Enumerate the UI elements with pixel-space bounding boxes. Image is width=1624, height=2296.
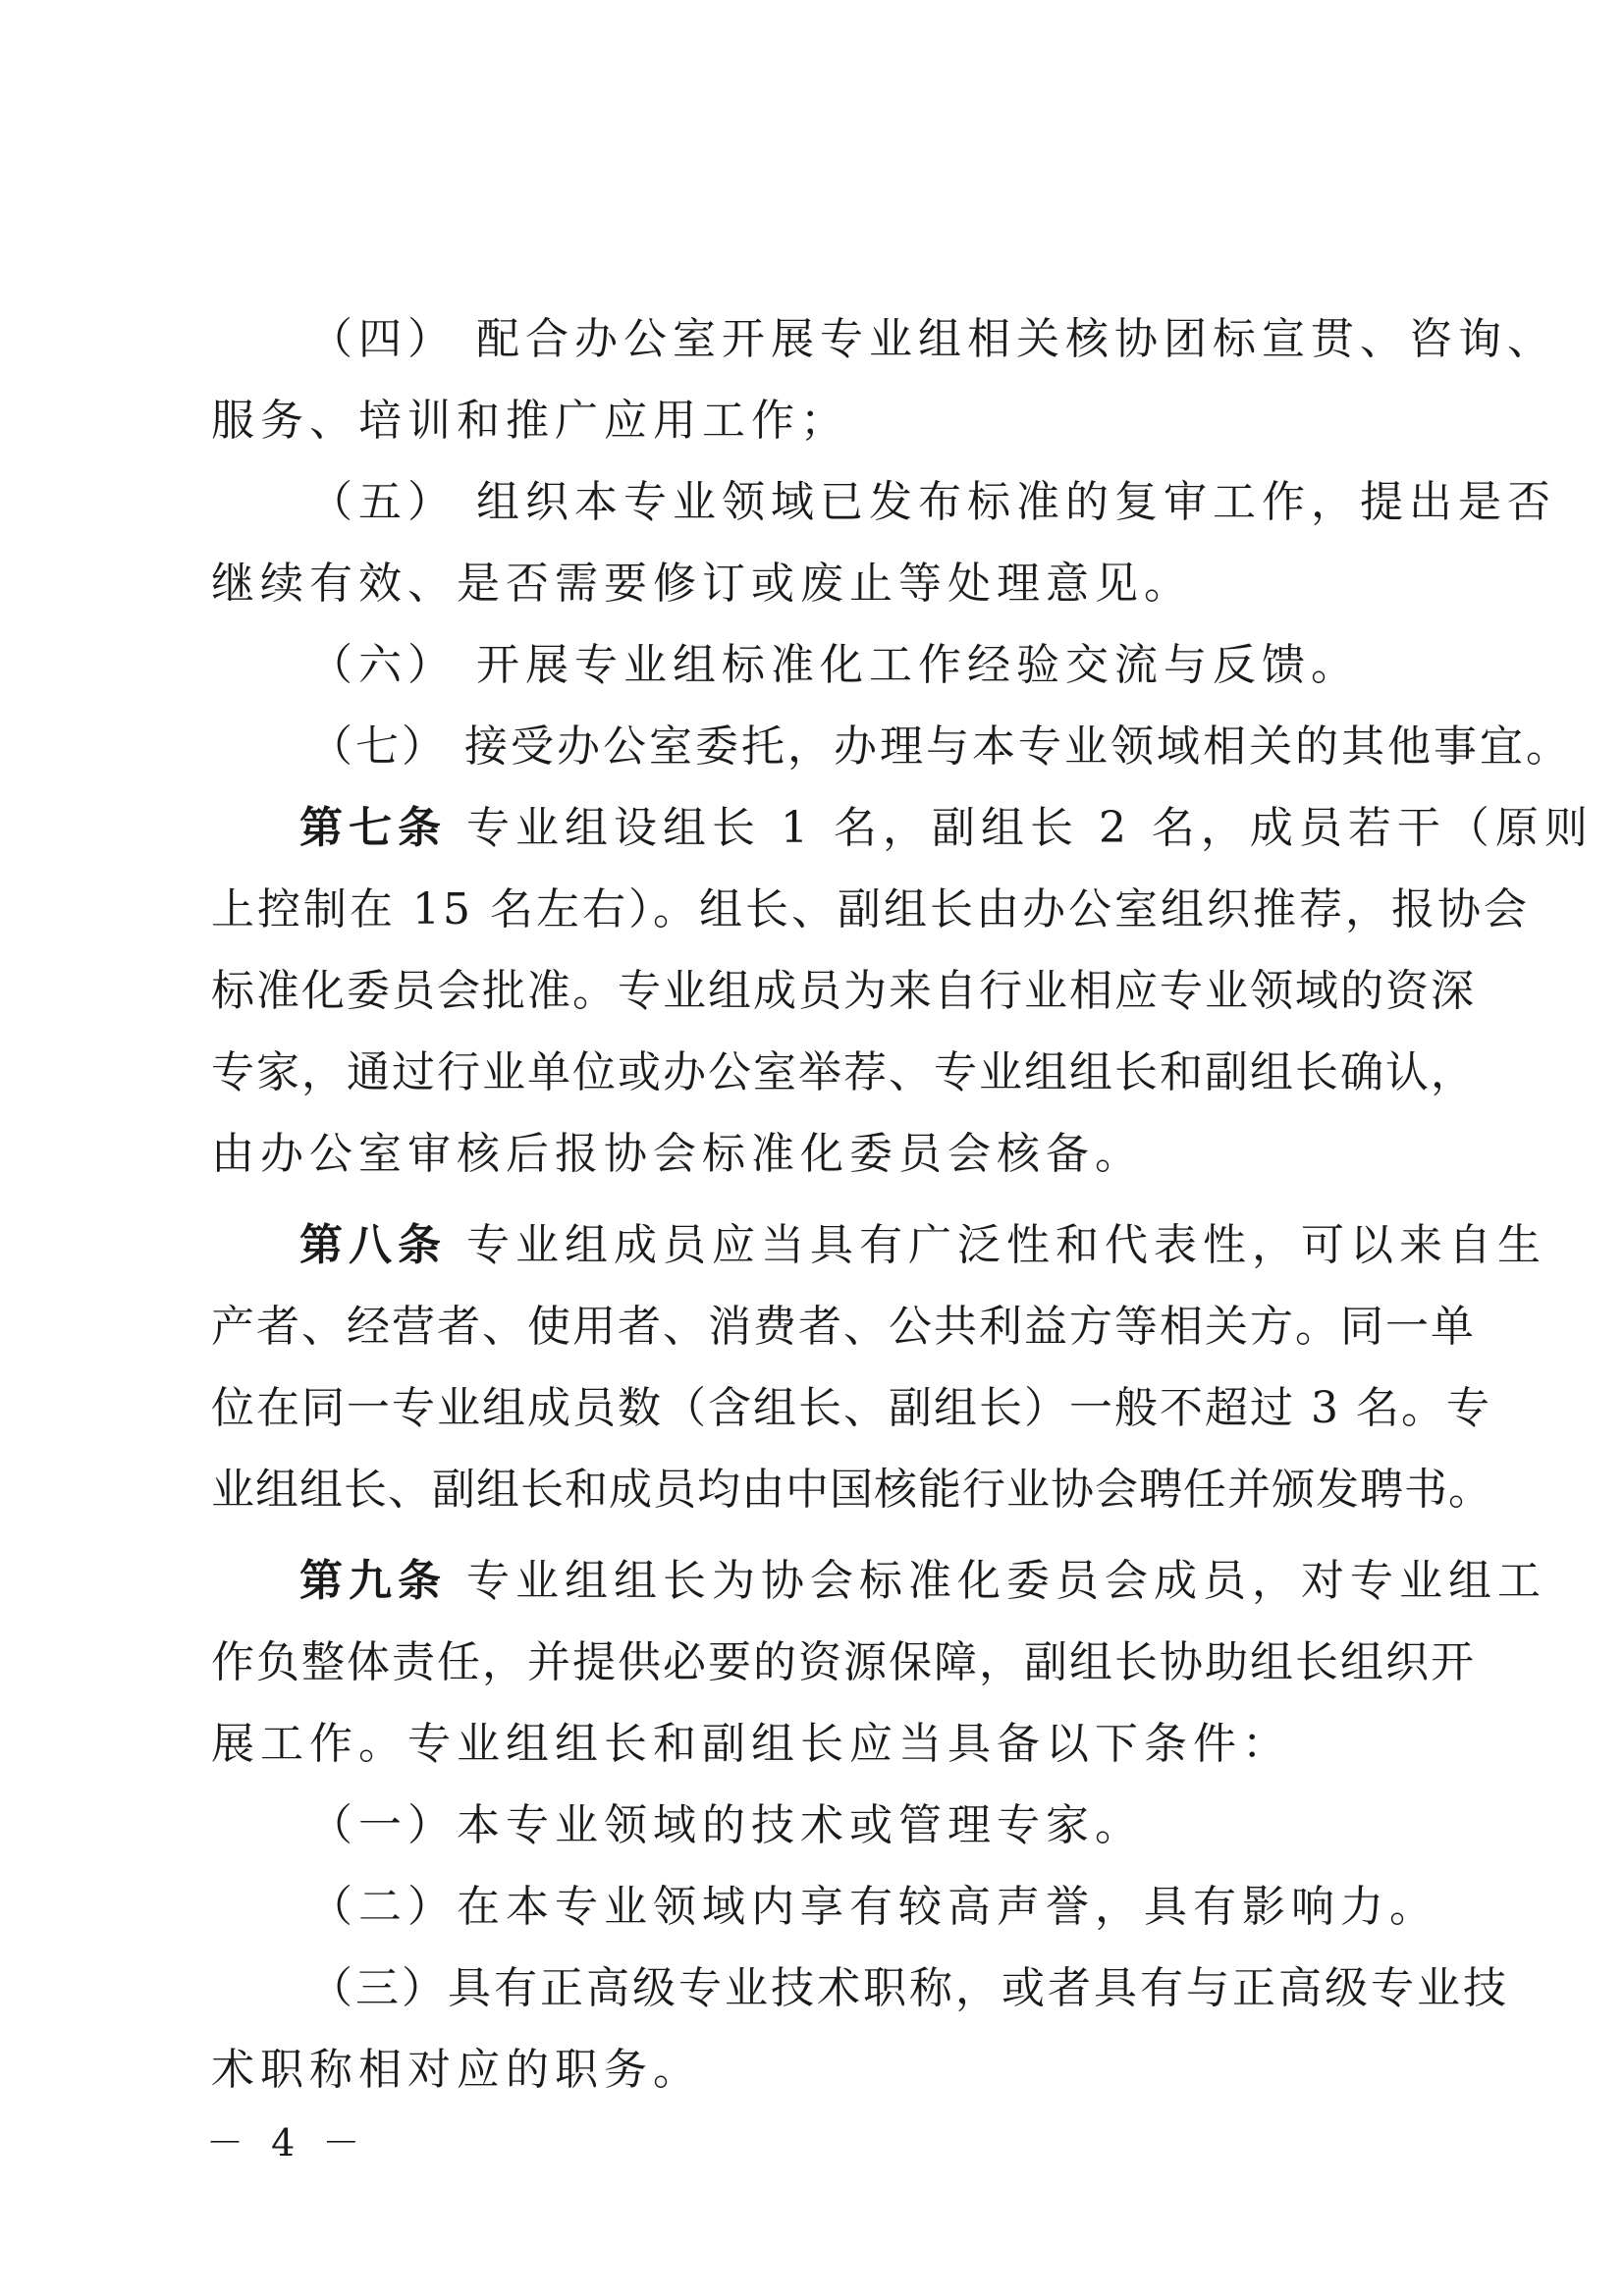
article-text: 专业组成员应当具有广泛性和代表性，可以来自生 — [447, 1220, 1546, 1270]
article-9-first-line — [299, 1554, 1546, 1609]
paragraph-line: （四） 配合办公室开展专业组相关核协团标宣贯、咨询、 — [309, 314, 1556, 364]
paragraph-line: （三）具有正高级专业技术职称，或者具有与正高级专业技 — [309, 1963, 1509, 2013]
paragraph-line: （五） 组织本专业领域已发布标准的复审工作，提出是否 — [309, 477, 1556, 527]
paragraph-line: （七） 接受办公室委托，办理与本专业领域相关的其他事宜。 — [309, 721, 1572, 772]
paragraph-line: （二）在本专业领域内享有较高声誉，具有影响力。 — [309, 1882, 1438, 1932]
paragraph-line: 专家，通过行业单位或办公室举荐、专业组组长和副组长确认， — [211, 1047, 1476, 1097]
paragraph-line: 作负整体责任，并提供必要的资源保障，副组长协助组长组织开 — [211, 1637, 1476, 1687]
paragraph-line: 标准化委员会批准。专业组成员为来自行业相应专业领域的资深 — [211, 966, 1476, 1016]
article-heading: 第九条 — [299, 1556, 447, 1606]
article-8-first-line — [299, 1218, 1546, 1273]
paragraph-line: 展工作。专业组组长和副组长应当具备以下条件： — [211, 1719, 1291, 1769]
paragraph-line: 上控制在 15 名左右）。组长、副组长由办公室组织推荐，报协会 — [211, 884, 1530, 934]
page-number: － 4 － — [206, 2121, 368, 2164]
paragraph-line: （六） 开展专业组标准化工作经验交流与反馈。 — [309, 640, 1360, 690]
article-text: 专业组组长为协会标准化委员会成员，对专业组工 — [447, 1556, 1546, 1606]
paragraph-line: 继续有效、是否需要修订或废止等处理意见。 — [211, 559, 1193, 609]
article-7-first-line — [299, 801, 1594, 856]
paragraph-line: 位在同一专业组成员数（含组长、副组长）一般不超过 3 名。专 — [211, 1383, 1491, 1433]
article-heading: 第八条 — [299, 1220, 447, 1270]
article-heading: 第七条 — [299, 803, 447, 853]
paragraph-line: 术职称相对应的职务。 — [211, 2045, 702, 2095]
paragraph-line: 业组组长、副组长和成员均由中国核能行业协会聘任并颁发聘书。 — [211, 1465, 1492, 1515]
paragraph-line: 由办公室审核后报协会标准化委员会核备。 — [211, 1129, 1144, 1179]
paragraph-line: 服务、培训和推广应用工作； — [211, 396, 849, 446]
paragraph-line: 产者、经营者、使用者、消费者、公共利益方等相关方。同一单 — [211, 1302, 1476, 1352]
article-text: 专业组设组长 1 名，副组长 2 名，成员若干（原则 — [447, 803, 1594, 853]
paragraph-line: （一）本专业领域的技术或管理专家。 — [309, 1800, 1144, 1850]
